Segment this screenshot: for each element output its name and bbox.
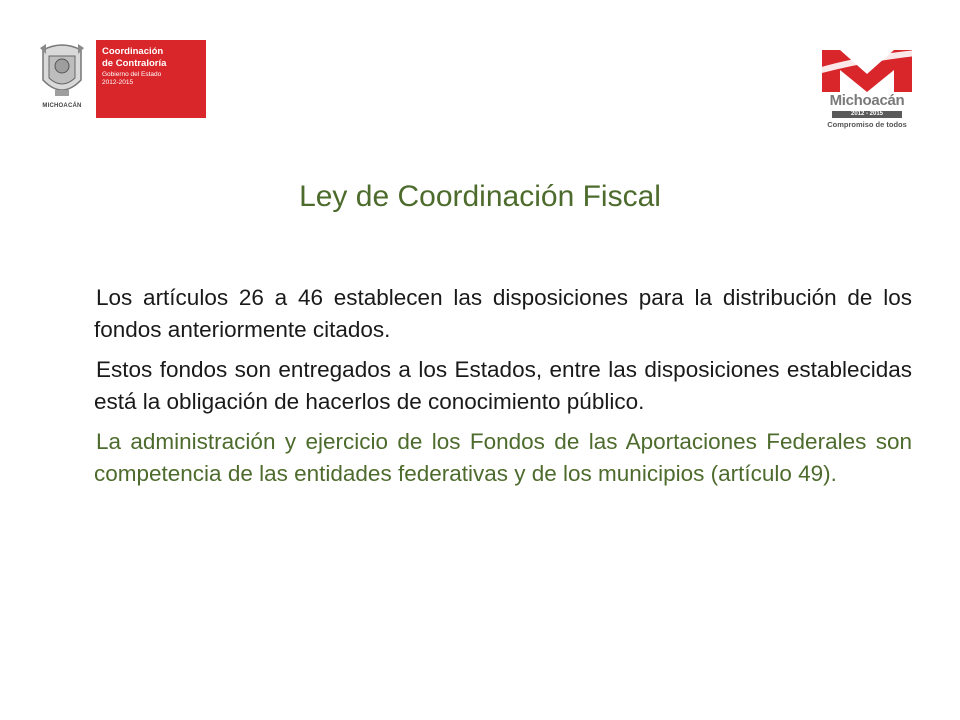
page-title: Ley de Coordinación Fiscal xyxy=(299,180,661,213)
michoacan-name: Michoacán xyxy=(829,92,905,109)
paragraph-2: Estos fondos son entregados a los Estados, entre las disposiciones establecidas está la obligación de hacerlos de conocimiento público. xyxy=(94,357,912,414)
logo-line-4: 2012-2015 xyxy=(102,79,134,86)
state-seal-icon xyxy=(37,40,87,102)
seal-caption: MICHOACÁN xyxy=(42,103,82,109)
contraloria-badge xyxy=(96,40,206,118)
michoacan-m-logo-icon xyxy=(818,44,916,94)
body-content xyxy=(94,282,912,498)
state-seal xyxy=(34,40,90,118)
paragraph-1: Los artículos 26 a 46 establecen las disposiciones para la distribución de los fondos anteriormente citados. xyxy=(94,285,912,342)
logo-line-1: Coordinación xyxy=(102,46,164,57)
michoacan-logo xyxy=(818,44,916,134)
michoacan-years: 2012 - 2015 xyxy=(832,111,902,118)
logo-line-3: Gobierno del Estado xyxy=(102,71,162,78)
contraloria-logo xyxy=(34,40,206,118)
logo-line-2: de Contraloría xyxy=(102,58,167,69)
michoacan-slogan: Compromiso de todos xyxy=(827,120,907,129)
paragraph-3: La administración y ejercicio de los Fondos de las Aportaciones Federales son competencia de las entidades federativas y de los municipios (artículo 49). xyxy=(94,429,912,486)
